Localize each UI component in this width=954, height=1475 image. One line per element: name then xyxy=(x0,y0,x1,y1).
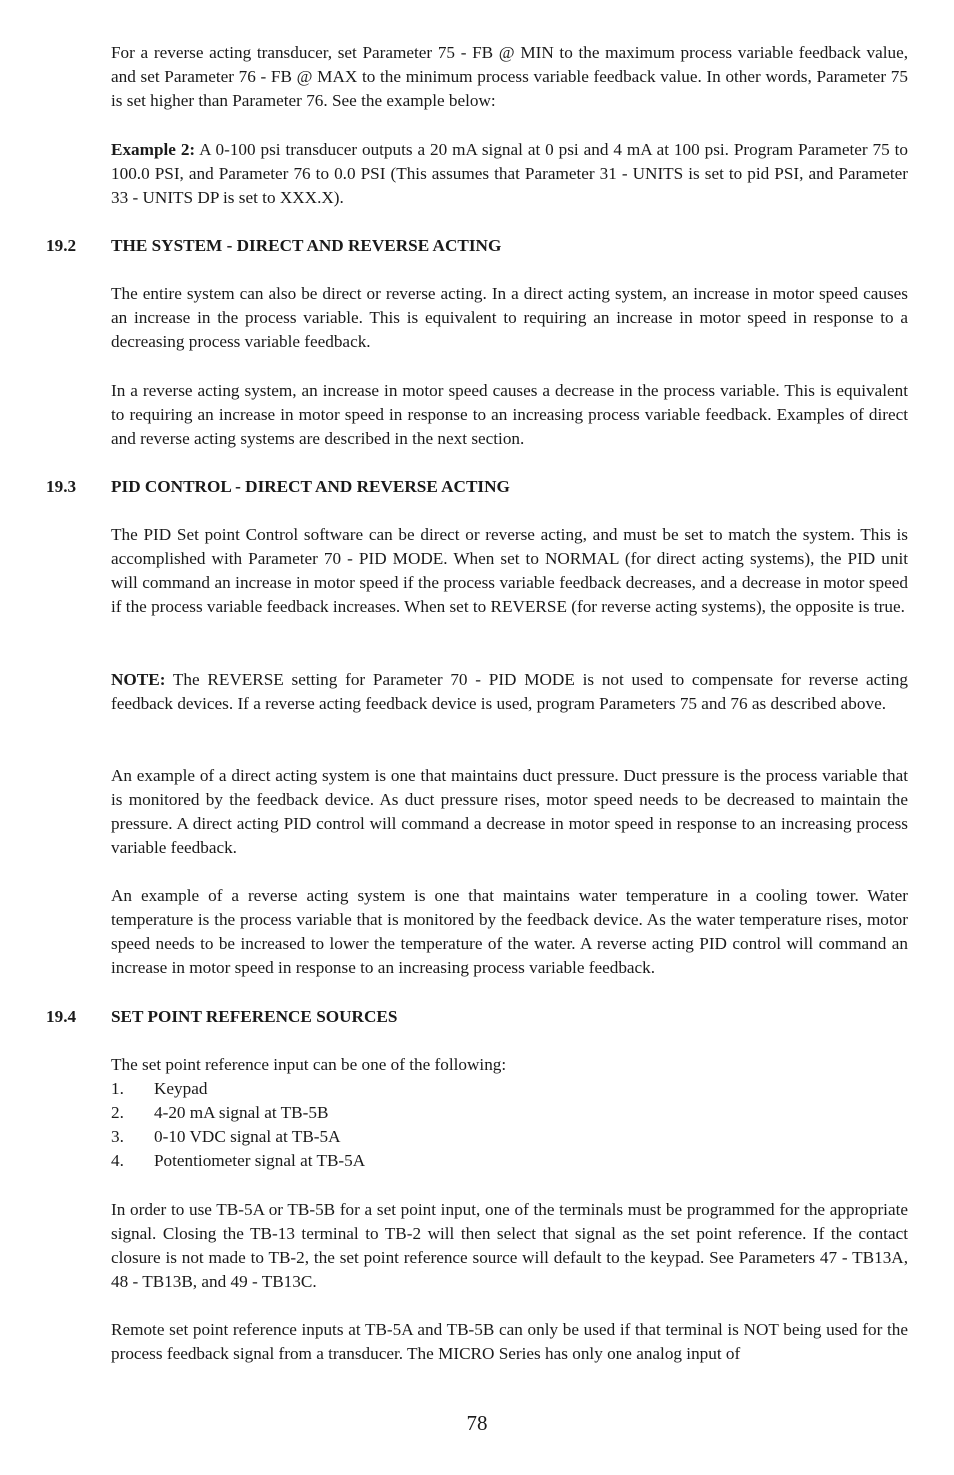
heading-19-2 xyxy=(46,234,501,258)
heading-title: SET POINT REFERENCE SOURCES xyxy=(111,1007,398,1026)
paragraph-reverse-example: An example of a reverse acting system is one that maintains water temperature in a cooling tower. Water temperature is the process variable that is monitored by the feedback device. As the water temperature rises, motor speed needs to be increased to lower the temperature of the water. A reverse acting PID control will command an increase in motor speed in response to an increasing process variable feedback. xyxy=(111,886,908,978)
paragraph-direct-example: An example of a direct acting system is one that maintains duct pressure. Duct pressure is the process variable that is monitored by the feedback device. As duct pressure rises, motor speed needs to be decreased to maintain the pressure. A direct acting PID control will command a decrease in motor speed in response to an increasing process variable feedback. xyxy=(111,766,908,858)
paragraph-system-acting: The entire system can also be direct or reverse acting. In a direct acting system, an increase in motor speed causes an increase in the process variable. This is equivalent to requiring an increase in motor speed in response to a decreasing process variable feedback. xyxy=(111,284,908,352)
heading-number: 19.2 xyxy=(46,236,77,255)
page-number: 78 xyxy=(466,1411,488,1435)
note-text: The REVERSE setting for Parameter 70 - PID MODE is not used to compensate for reverse acting feedback devices. If a reverse acting feedback device is used, program Parameters 75 and 76 as described above. xyxy=(111,670,908,714)
paragraph-remote-setpoint: Remote set point reference inputs at TB-5A and TB-5B can only be used if that terminal is NOT being used for the process feedback signal from a transducer. The MICRO Series has only one analog input of xyxy=(111,1320,908,1364)
paragraph-setpoint-intro: The set point reference input can be one of the following: xyxy=(111,1055,507,1074)
paragraph-example-2 xyxy=(111,138,908,210)
list-item xyxy=(111,1125,341,1149)
list-item-number: 4. xyxy=(111,1151,124,1170)
heading-19-3 xyxy=(46,475,510,499)
list-item-text: Potentiometer signal at TB-5A xyxy=(154,1151,366,1170)
list-item-number: 1. xyxy=(111,1079,124,1098)
note-label: NOTE: xyxy=(111,670,166,689)
list-item xyxy=(111,1149,365,1173)
list-item-number: 3. xyxy=(111,1127,124,1146)
list-item xyxy=(111,1101,328,1125)
paragraph-pid-control: The PID Set point Control software can be direct or reverse acting, and must be set to match the system. This is accomplished with Parameter 70 - PID MODE. When set to NORMAL (for direct acting systems), the PID unit will command an increase in motor speed if the process variable feedback decreases, and a decrease in motor speed if the process variable feedback increases. When set to REVERSE (for reverse acting systems), the opposite is true. xyxy=(111,525,908,617)
heading-number: 19.3 xyxy=(46,477,77,496)
paragraph-tb5-setpoint: In order to use TB-5A or TB-5B for a set point input, one of the terminals must be programmed for the appropriate signal. Closing the TB-13 terminal to TB-2 will then select that signal as the set point reference. If the contact closure is not made to TB-2, the set point reference source will default to the keypad. See Parameters 47 - TB13A, 48 - TB13B, and 49 - TB13C. xyxy=(111,1200,908,1292)
heading-title: THE SYSTEM - DIRECT AND REVERSE ACTING xyxy=(111,236,502,255)
example-2-label: Example 2: xyxy=(111,140,196,159)
list-item-text: 4-20 mA signal at TB-5B xyxy=(154,1103,329,1122)
paragraph-reverse-system: In a reverse acting system, an increase in motor speed causes a decrease in the process variable. This is equivalent to requiring an increase in motor speed in response to an increasing process variable feedback. Examples of direct and reverse acting systems are described in the next section. xyxy=(111,381,908,449)
list-item-number: 2. xyxy=(111,1103,124,1122)
example-2-text: A 0-100 psi transducer outputs a 20 mA signal at 0 psi and 4 mA at 100 psi. Program Parameter 75 to 100.0 PSI, and Parameter 76 to 0.0 PSI (This assumes that Parameter 31 - UNITS is set to pid PSI, and Parameter 33 - UNITS DP is set to XXX.X). xyxy=(111,140,909,208)
paragraph-note xyxy=(111,668,908,716)
paragraph-reverse-transducer: For a reverse acting transducer, set Parameter 75 - FB @ MIN to the maximum process variable feedback value, and set Parameter 76 - FB @ MAX to the minimum process variable feedback value. In other words, Parameter 75 is set higher than Parameter 76. See the example below: xyxy=(111,43,908,111)
heading-19-4 xyxy=(46,1005,397,1029)
list-item xyxy=(111,1077,207,1101)
heading-number: 19.4 xyxy=(46,1007,77,1026)
list-item-text: Keypad xyxy=(154,1079,208,1098)
list-item-text: 0-10 VDC signal at TB-5A xyxy=(154,1127,341,1146)
heading-title: PID CONTROL - DIRECT AND REVERSE ACTING xyxy=(111,477,510,496)
